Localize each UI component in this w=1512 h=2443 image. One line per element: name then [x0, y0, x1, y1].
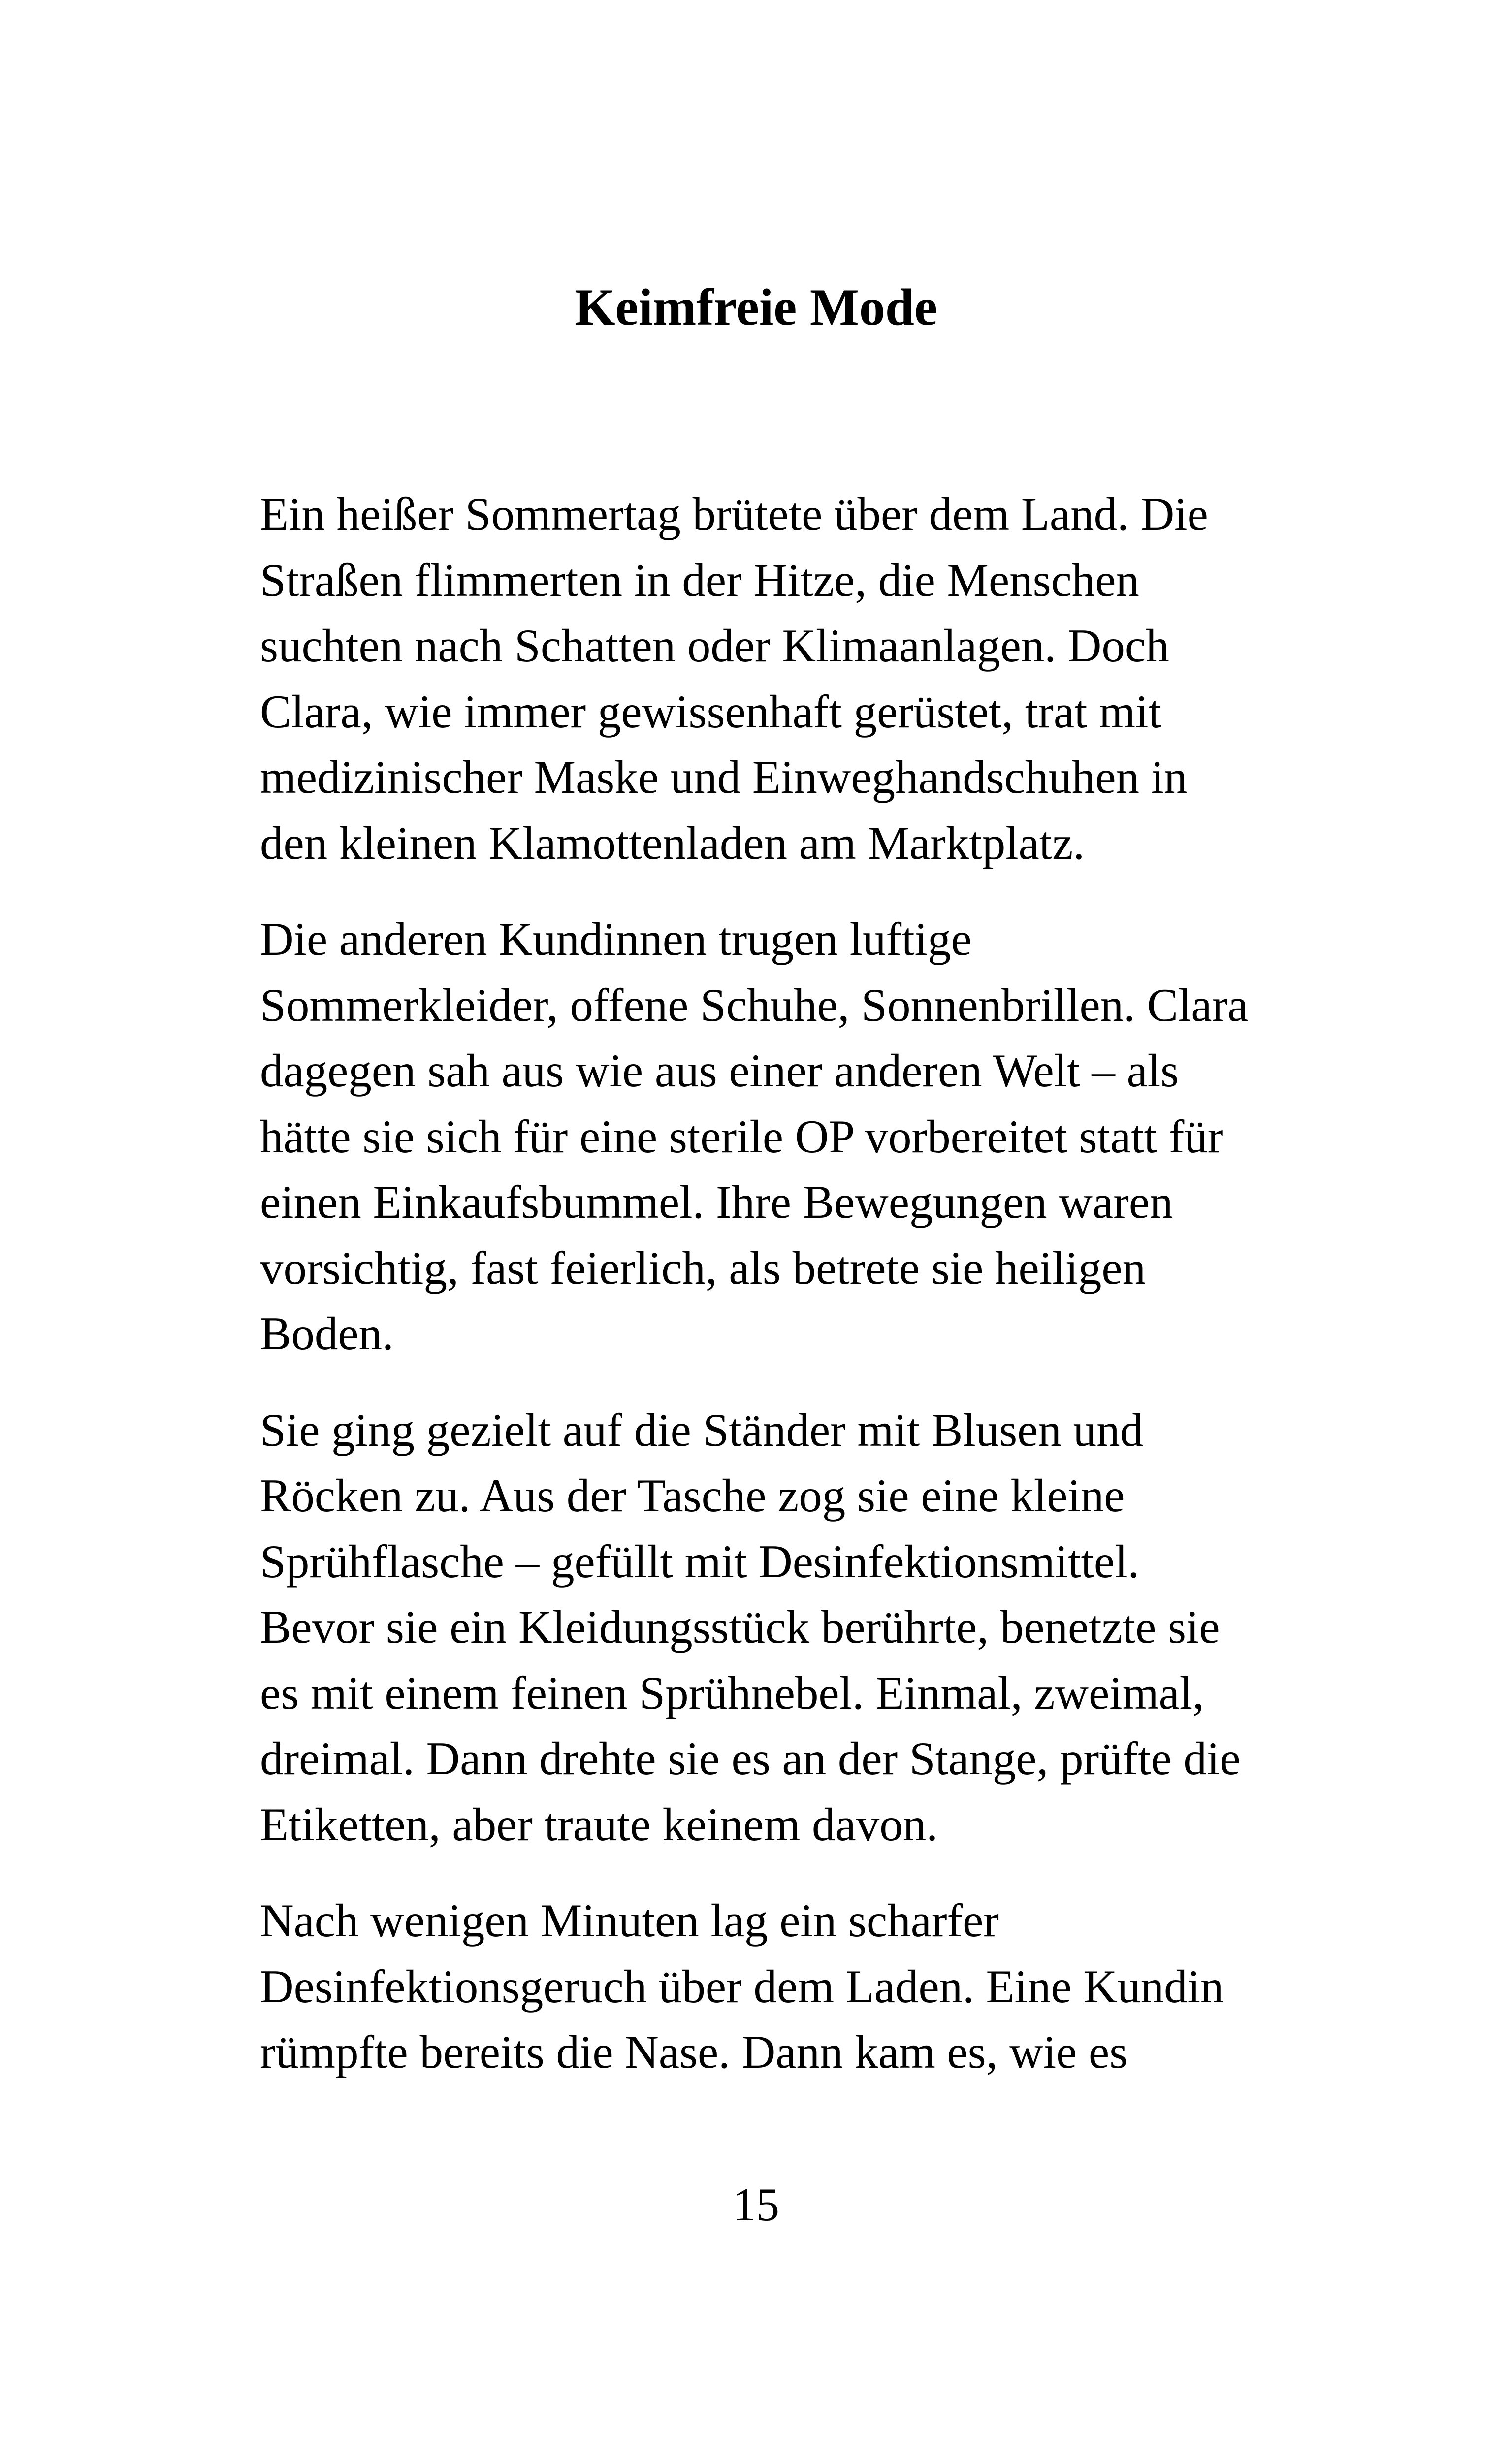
text-line: Ein heißer Sommertag brütete über dem Land. Die	[260, 488, 1208, 540]
text-line: Etiketten, aber traute keinem davon.	[260, 1798, 938, 1851]
text-line: suchten nach Schatten oder Klimaanlagen. Doch	[260, 619, 1169, 672]
page-title: Keimfreie Mode	[575, 278, 937, 336]
text-line: Bevor sie ein Kleidungsstück berührte, benetzte sie	[260, 1601, 1220, 1653]
paragraph-3	[260, 1398, 1343, 1858]
text-line: es mit einem feinen Sprühnebel. Einmal, zweimal,	[260, 1666, 1204, 1719]
text-line: dagegen sah aus wie aus einer anderen Welt – als	[260, 1044, 1179, 1097]
text-line: medizinischer Maske und Einweghandschuhen in	[260, 751, 1188, 803]
paragraph-1	[260, 482, 1343, 876]
text-line: Sprühflasche – gefüllt mit Desinfektionsmittel.	[260, 1535, 1140, 1588]
text-line: dreimal. Dann drehte sie es an der Stange, prüfte die	[260, 1732, 1241, 1785]
text-line: Boden.	[260, 1307, 394, 1360]
text-line: den kleinen Klamottenladen am Marktplatz.	[260, 816, 1085, 869]
text-line: Die anderen Kundinnen trugen luftige	[260, 913, 972, 965]
text-line: Sie ging gezielt auf die Ständer mit Blusen und	[260, 1403, 1144, 1456]
paragraph-2	[260, 907, 1343, 1367]
text-line: vorsichtig, fast feierlich, als betrete sie heiligen	[260, 1241, 1146, 1294]
text-line: Röcken zu. Aus der Tasche zog sie eine kleine	[260, 1469, 1125, 1522]
page-number: 15	[733, 2179, 779, 2231]
text-line: Clara, wie immer gewissenhaft gerüstet, trat mit	[260, 685, 1161, 738]
text-line: Nach wenigen Minuten lag ein scharfer	[260, 1894, 999, 1947]
text-line: Straßen flimmerten in der Hitze, die Menschen	[260, 554, 1139, 606]
body-text	[260, 482, 1343, 2116]
text-line: rümpfte bereits die Nase. Dann kam es, wie es	[260, 2026, 1128, 2078]
text-line: hätte sie sich für eine sterile OP vorbereitet statt für	[260, 1110, 1223, 1163]
text-line: einen Einkaufsbummel. Ihre Bewegungen waren	[260, 1176, 1173, 1228]
paragraph-4	[260, 1888, 1343, 2085]
text-line: Desinfektionsgeruch über dem Laden. Eine Kundin	[260, 1960, 1224, 2013]
text-line: Sommerkleider, offene Schuhe, Sonnenbrillen. Clara	[260, 978, 1249, 1031]
